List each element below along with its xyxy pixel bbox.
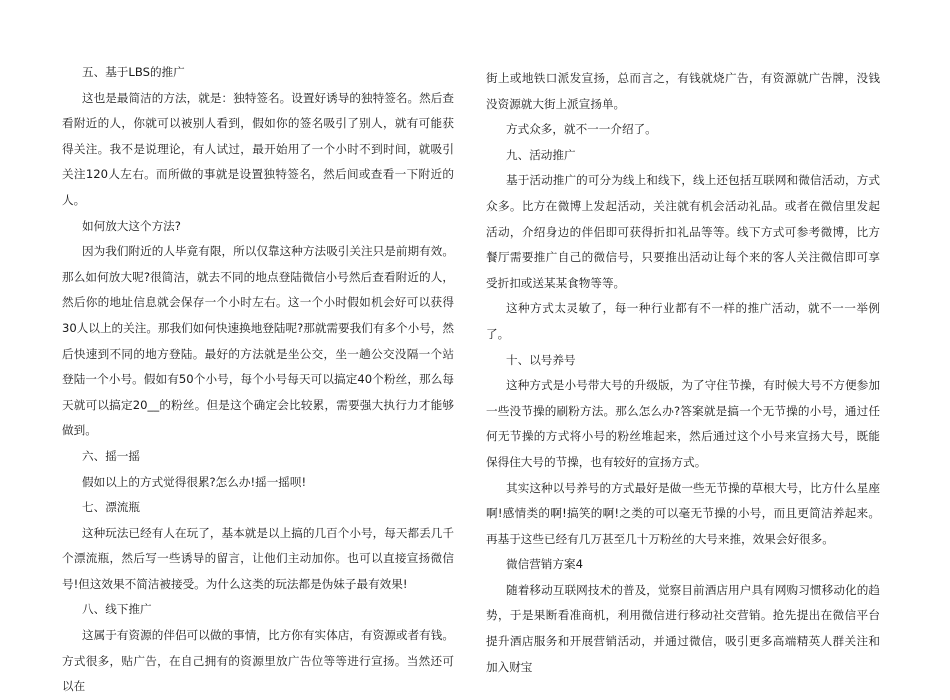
paragraph: 其实这种以号养号的方式最好是做一些无节操的草根大号，比方什么星座啊!感情类的啊!搞笑的啊!之类的可以毫无节操的小号，而且更简洁养起来。再基于这些已经有几万甚至几十万粉丝的大号来推，效果会好很多。 xyxy=(486,480,880,546)
section-heading: 五、基于LBS的推广 xyxy=(82,65,185,79)
paragraph: 这属于有资源的伴侣可以做的事情，比方你有实体店，有资源或者有钱。方式很多，贴广告，在自己拥有的资源里放广告位等等进行宣扬。当然还可以在 xyxy=(62,628,454,694)
paragraph: 方式众多，就不一一介绍了。 xyxy=(506,122,657,137)
paragraph: 这种玩法已经有人在玩了，基本就是以上搞的几百个小号，每天都丢几千个漂流瓶，然后写一些诱导的留言，让他们主动加你。也可以直接宣扬微信号!但这效果不简洁被接受。为什么这类的玩法都是伪妹子最有效果! xyxy=(62,525,454,591)
paragraph: 因为我们附近的人毕竟有限，所以仅靠这种方法吸引关注只是前期有效。那么如何放大呢?很简洁，就去不同的地点登陆微信小号然后查看附近的人，然后你的地址信息就会保存一个小时左右。这一个小时假如机会好可以获得30人以上的关注。那我们如何快速换地登陆呢?那就需要我们有多个小号，然后快速到不同的地方登陆。最好的方法就是坐公交，坐一趟公交没隔一个站登陆一个小号。假如有50个小号，每个小号每天可以搞定40个粉丝，那么每天就可以搞定20__的粉丝。但是这个确定会比较累，需要强大执行力才能够做到。 xyxy=(62,244,454,438)
section-heading: 九、活动推广 xyxy=(506,147,576,162)
paragraph: 街上或地铁口派发宣扬，总而言之，有钱就烧广告，有资源就广告牌，没钱没资源就大街上派宣扬单。 xyxy=(486,71,880,111)
right-text-column xyxy=(486,66,880,680)
left-text-column xyxy=(62,60,454,700)
paragraph: 这也是最简洁的方法，就是：独特签名。设置好诱导的独特签名。然后查看附近的人，你就可以被别人看到，假如你的签名吸引了别人，就有可能获得关注。我不是说理论，有人试过，最开始用了一个小时不到时间，就吸引关注120人左右。而所做的事就是设置独特签名，然后间或查看一下附近的人。 xyxy=(62,90,454,207)
section-heading: 八、线下推广 xyxy=(82,602,152,617)
paragraph: 基于活动推广的可分为线上和线下，线上还包括互联网和微信活动，方式众多。比方在微博上发起活动，关注就有机会活动礼品。或者在微信里发起活动，介绍身边的伴侣即可获得折扣礼品等等。线下方式可参考微博，比方餐厅需要推广自己的微信号，只要推出活动让每个来的客人关注微信即可享受折扣或送某某食物等等。 xyxy=(486,173,880,290)
section-heading: 七、漂流瓶 xyxy=(82,500,140,515)
paragraph: 随着移动互联网技术的普及，觉察目前酒店用户具有网购习惯移动化的趋势，于是果断看准商机，利用微信进行移动社交营销。抢先提出在微信平台提升酒店服务和开展营销活动，并通过微信，吸引更多高端精英人群关注和加入财宝 xyxy=(486,582,880,674)
section-heading: 十、以号养号 xyxy=(506,352,576,367)
paragraph: 这种方式是小号带大号的升级版，为了守住节操，有时候大号不方便参加一些没节操的刷粉方法。那么怎么办?答案就是搞一个无节操的小号，通过任何无节操的方式将小号的粉丝堆起来，然后通过这个小号来宣扬大号，既能保得住大号的节操，也有较好的宣扬方式。 xyxy=(486,378,880,469)
paragraph: 假如以上的方式觉得很累?怎么办!摇一摇呗! xyxy=(82,474,307,489)
section-heading: 微信营销方案4 xyxy=(506,557,583,572)
section-heading: 如何放大这个方法? xyxy=(82,218,181,233)
paragraph: 这种方式太灵敏了，每一种行业都有不一样的推广活动，就不一一举例了。 xyxy=(486,301,880,341)
section-heading: 六、摇一摇 xyxy=(82,448,140,463)
